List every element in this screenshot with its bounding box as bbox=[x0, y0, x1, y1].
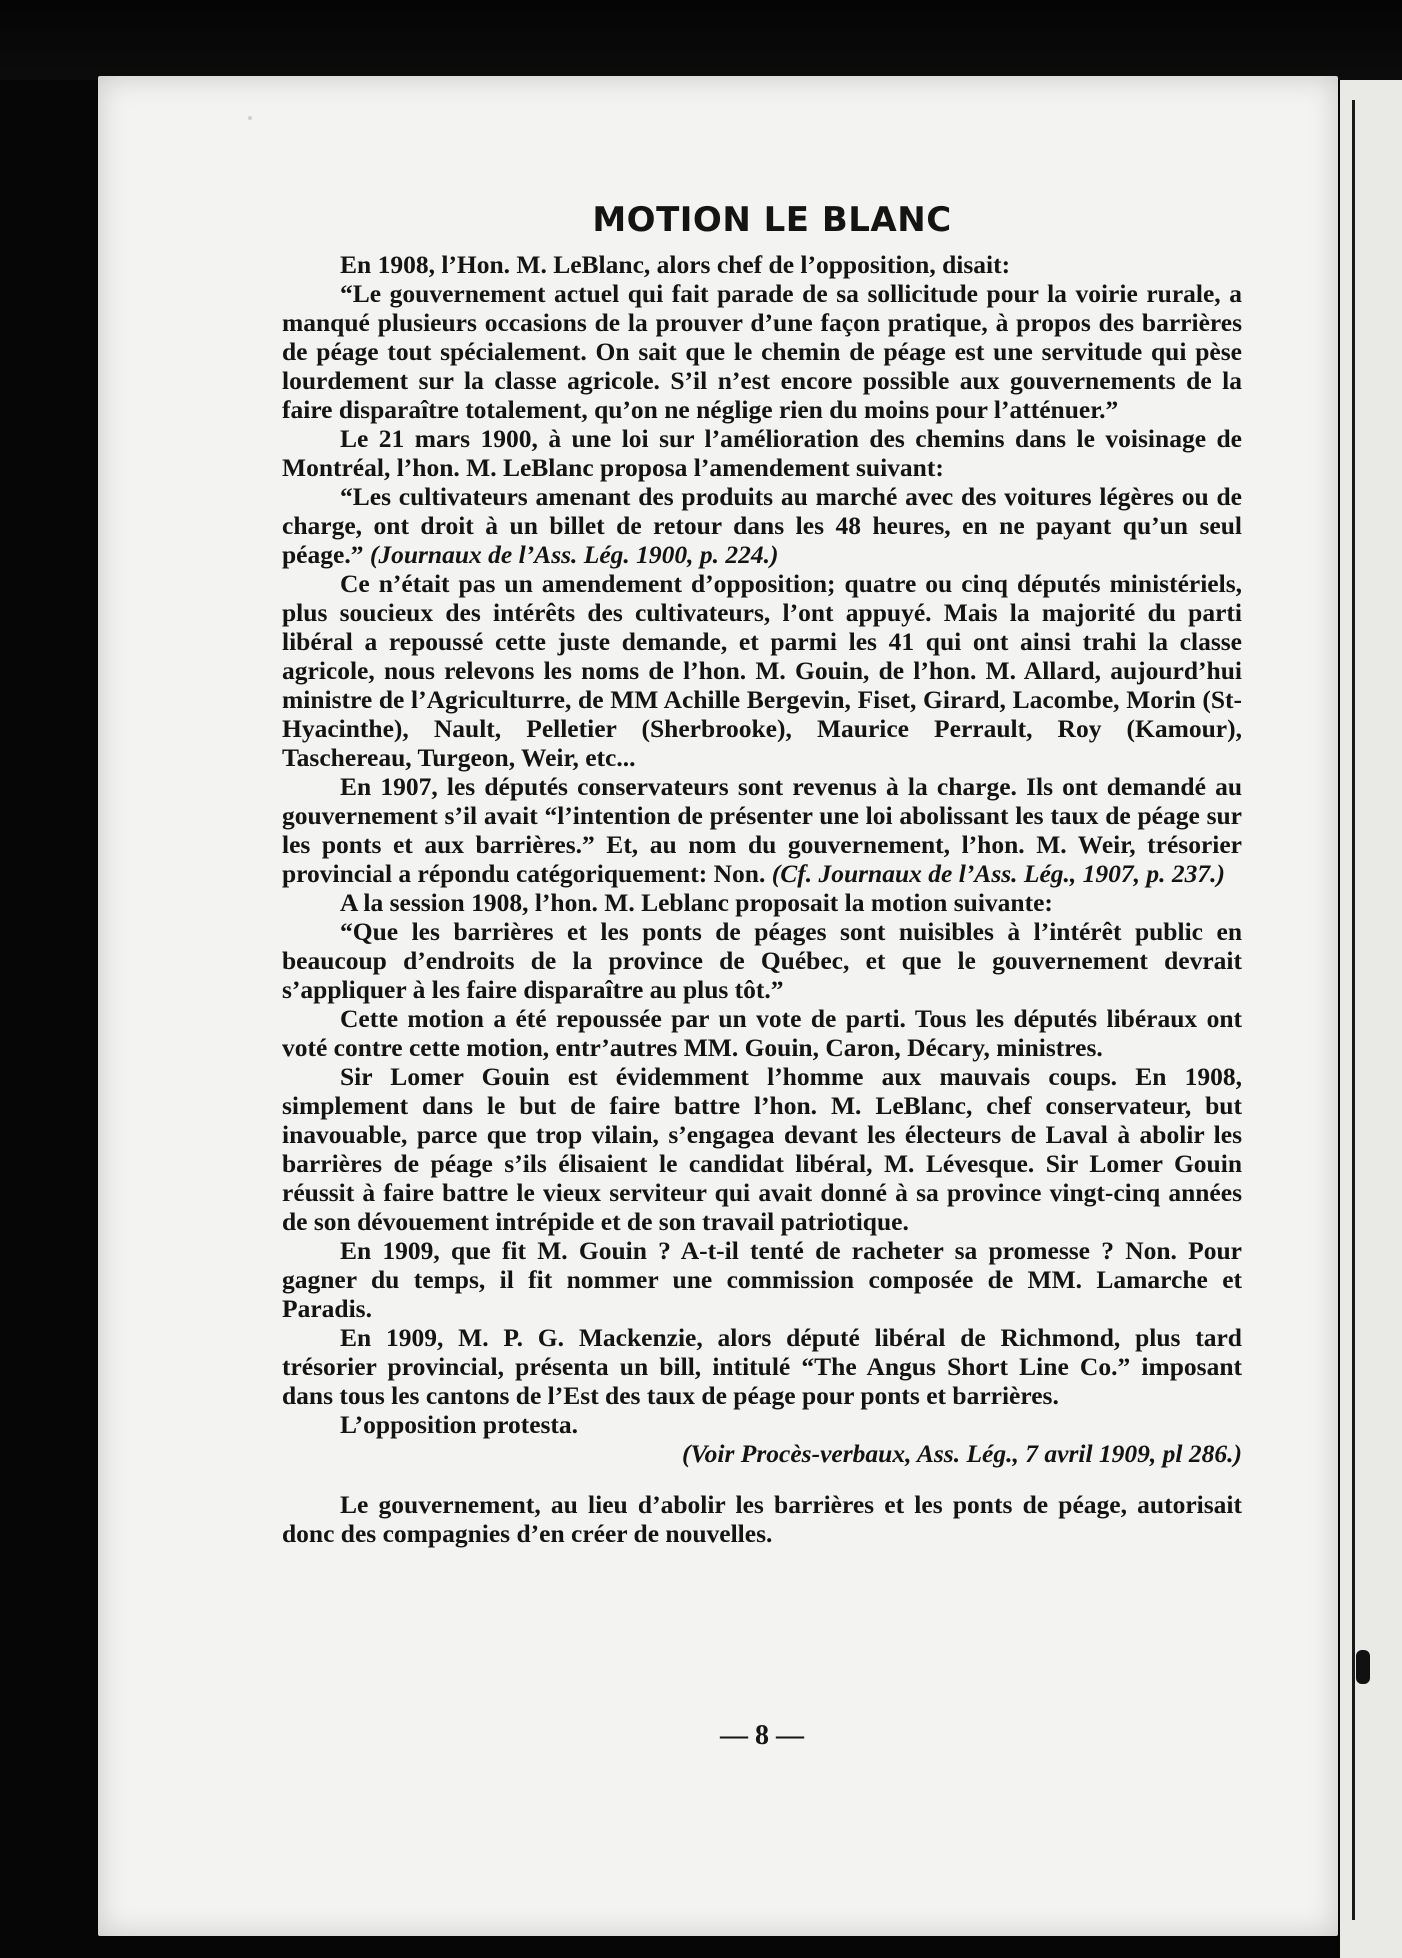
paragraph-13: L’opposition protesta. bbox=[340, 1410, 579, 1439]
dust-speck bbox=[248, 116, 252, 120]
paragraph-7: A la session 1908, l’hon. M. Leblanc proposait la motion suivante: bbox=[340, 888, 1053, 917]
paragraph-12: En 1909, M. P. G. Mackenzie, alors député libéral de Richmond, plus tard trésorier provincial, présenta un bill, intitulé “The Angus Short Line Co.” imposant dans tous les cantons de l’Est des taux de péage pour ponts et barrières. bbox=[282, 1323, 1242, 1410]
paragraph-5: Ce n’était pas un amendement d’opposition; quatre ou cinq députés ministériels, plus soucieux des intérêts des cultivateurs, l’ont appuyé. Mais la majorité du parti libéral a repoussé cette juste demande, et parmi les 41 qui ont ainsi trahi la classe agricole, nous relevons les noms de l’hon. M. Gouin, de l’hon. M. Allard, aujourd’hui ministre de l’Agriculturre, de MM Achille Bergevin, Fiset, Girard, Lacombe, Morin (St-Hyacinthe), Nault, Pelletier (Sherbrooke), Maurice Perrault, Roy (Kamour), Taschereau, Turgeon, Weir, etc... bbox=[282, 569, 1242, 772]
page-fold-line bbox=[1352, 100, 1355, 1920]
paragraph-text: En 1907, les députés conservateurs sont revenus à la charge. Ils ont demandé au gouvernement s’il avait “l’intention de présenter une loi abolissant les taux de péage sur les ponts et aux barrières.” Et, au nom du gouvernement, l’hon. M. Weir, trésorier provincial a répondu catégoriquement: Non. bbox=[282, 772, 1242, 888]
paragraph-14: Le gouvernement, au lieu d’abolir les barrières et les ponts de péage, autorisait donc des compagnies d’en créer de nouvelles. bbox=[282, 1490, 1242, 1548]
page-title: MOTION LE BLANC bbox=[592, 200, 952, 240]
adjacent-page-edge bbox=[1340, 80, 1402, 1958]
citation: (Journaux de l’Ass. Lég. 1900, p. 224.) bbox=[369, 540, 779, 569]
citation: (Cf. Journaux de l’Ass. Lég., 1907, p. 237.) bbox=[771, 859, 1226, 888]
page-number: — 8 — bbox=[720, 1720, 804, 1751]
paragraph-10: Sir Lomer Gouin est évidemment l’homme aux mauvais coups. En 1908, simplement dans le but de faire battre l’hon. M. LeBlanc, chef conservateur, but inavouable, parce que trop vilain, s’engagea devant les électeurs de Laval à abolir les barrières de péage s’ils élisaient le candidat libéral, M. Lévesque. Sir Lomer Gouin réussit à faire battre le vieux serviteur qui avait donné à sa province vingt-cinq années de son dévouement intrépide et de son travail patriotique. bbox=[282, 1062, 1242, 1236]
paragraph-9: Cette motion a été repoussée par un vote de parti. Tous les députés libéraux ont voté contre cette motion, entr’autres MM. Gouin, Caron, Décary, ministres. bbox=[282, 1004, 1242, 1062]
paragraph-11: En 1909, que fit M. Gouin ? A-t-il tenté de racheter sa promesse ? Non. Pour gagner du temps, il fit nommer une commission composée de MM. Lamarche et Paradis. bbox=[282, 1236, 1242, 1323]
paragraph-2-quote: “Le gouvernement actuel qui fait parade de sa sollicitude pour la voirie rurale, a manqué plusieurs occasions de la prouver d’une façon pratique, à propos des barrières de péage tout spécialement. On sait que le chemin de péage est une servitude qui pèse lourdement sur la classe agricole. S’il n’est encore possible aux gouvernements de la faire disparaître totalement, qu’on ne néglige rien du moins pour l’atténuer.” bbox=[282, 279, 1242, 424]
scan-border bbox=[0, 0, 1402, 80]
paragraph-8-quote: “Que les barrières et les ponts de péages sont nuisibles à l’intérêt public en beaucoup d’endroits de la province de Québec, et que le gouvernement devrait s’appliquer à les faire disparaître au plus tôt.” bbox=[282, 917, 1242, 1004]
paragraph-3: Le 21 mars 1900, à une loi sur l’amélioration des chemins dans le voisinage de Montréal, l’hon. M. LeBlanc proposa l’amendement suivant: bbox=[282, 424, 1242, 482]
citation-reference: (Voir Procès-verbaux, Ass. Lég., 7 avril 1909, pl 286.) bbox=[681, 1439, 1242, 1468]
paragraph-6 bbox=[282, 772, 1242, 888]
page-content bbox=[282, 200, 1242, 1751]
paragraph-1: En 1908, l’Hon. M. LeBlanc, alors chef de l’opposition, disait: bbox=[340, 250, 1011, 279]
binding-mark bbox=[1356, 1650, 1370, 1684]
quote-text: “Les cultivateurs amenant des produits au marché avec des voitures légères ou de charge, ont droit à un billet de retour dans les 48 heures, en ne payant qu’un seul péage.” bbox=[282, 482, 1242, 569]
paragraph-4-quote bbox=[282, 482, 1242, 569]
